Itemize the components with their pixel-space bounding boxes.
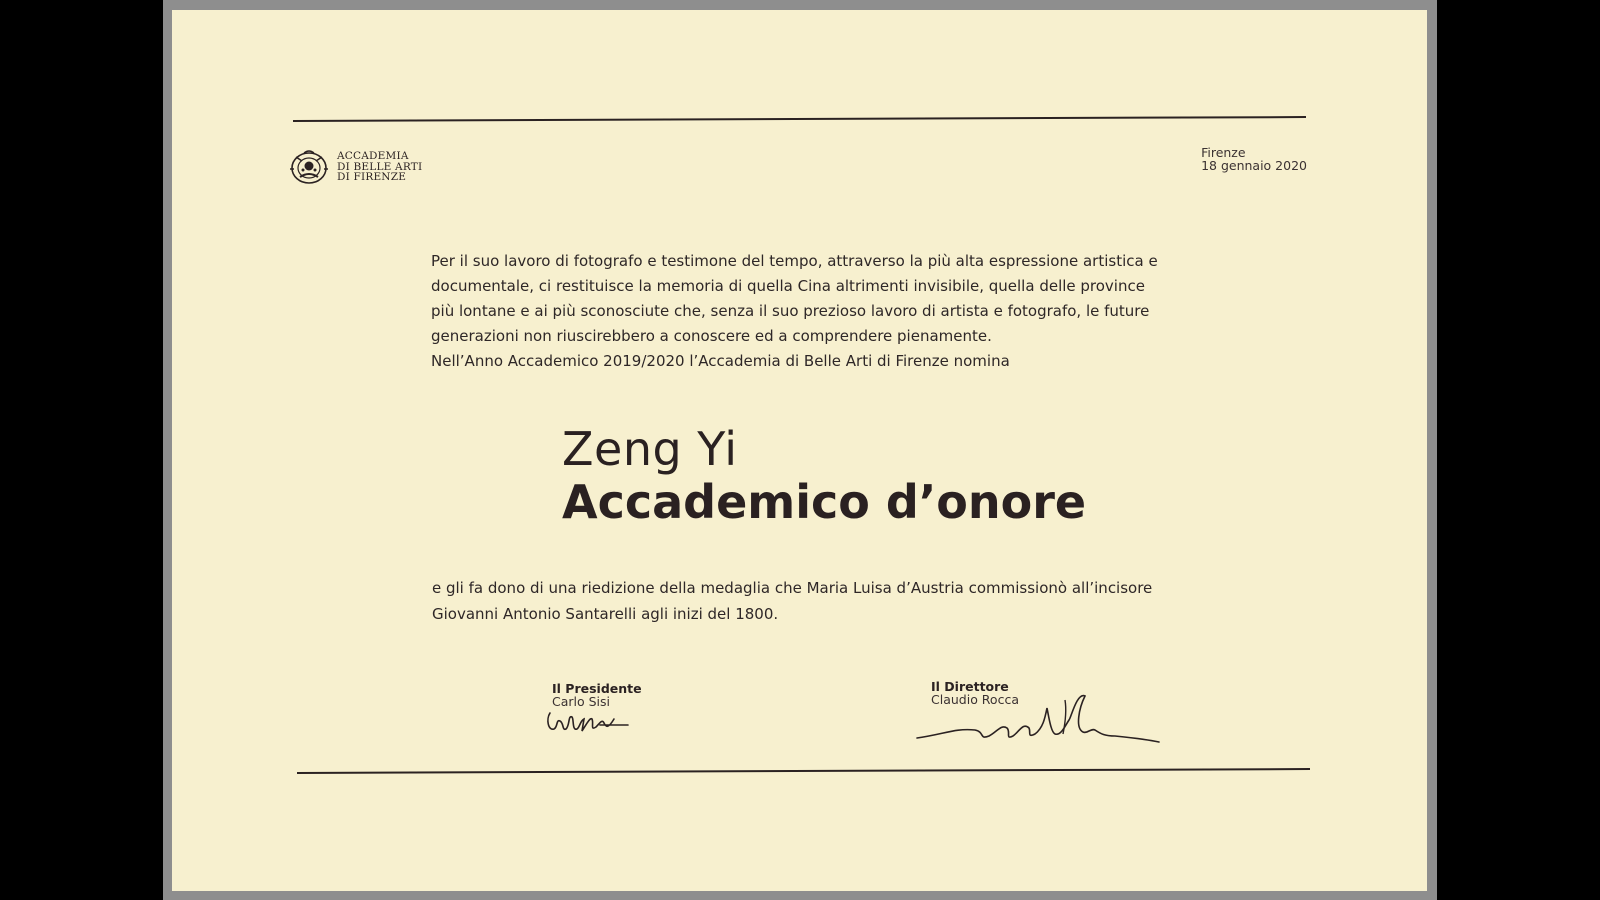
citation-text bbox=[431, 249, 1211, 374]
president-name: Carlo Sisi bbox=[552, 694, 611, 709]
director-signature-block bbox=[931, 680, 1019, 706]
citation-line: Per il suo lavoro di fotografo e testimone del tempo, attraverso la più alta espressione artistica e bbox=[431, 252, 1158, 270]
honoree-block bbox=[562, 422, 1086, 528]
institution-name-line: ACCADEMIA bbox=[337, 150, 409, 163]
date: 18 gennaio 2020 bbox=[1201, 158, 1307, 173]
honoree-name: Zeng Yi bbox=[562, 422, 738, 476]
citation-line: documentale, ci restituisce la memoria di quella Cina altrimenti invisibile, quella delle province bbox=[431, 277, 1145, 295]
closing-line: e gli fa dono di una riedizione della medaglia che Maria Luisa d’Austria commissionò all’incisore bbox=[432, 579, 1153, 597]
bottom-rule bbox=[297, 768, 1310, 774]
place: Firenze bbox=[1201, 145, 1246, 160]
institution-logo bbox=[286, 147, 422, 187]
certificate-page bbox=[172, 10, 1427, 891]
institution-name-line: DI BELLE ARTI bbox=[337, 160, 423, 173]
institution-name-line: DI FIRENZE bbox=[337, 171, 407, 184]
president-signature bbox=[544, 705, 634, 739]
president-role: Il Presidente bbox=[552, 681, 642, 696]
director-name: Claudio Rocca bbox=[931, 692, 1019, 707]
institution-name bbox=[337, 151, 422, 183]
honorary-title: Accademico d’onore bbox=[562, 475, 1087, 529]
accademia-crest-icon bbox=[286, 147, 332, 187]
director-role: Il Direttore bbox=[931, 679, 1009, 694]
citation-line: Nell’Anno Accademico 2019/2020 l’Accademia di Belle Arti di Firenze nomina bbox=[431, 352, 1010, 370]
citation-line: più lontane e ai più sconosciute che, senza il suo prezioso lavoro di artista e fotografo, le future bbox=[431, 302, 1150, 320]
place-and-date bbox=[1201, 146, 1307, 172]
top-rule bbox=[293, 116, 1306, 122]
closing-text bbox=[432, 575, 1222, 627]
director-signature bbox=[915, 688, 1165, 748]
president-signature-block bbox=[552, 682, 642, 708]
citation-line: generazioni non riuscirebbero a conoscere ed a comprendere pienamente. bbox=[431, 327, 992, 345]
closing-line: Giovanni Antonio Santarelli agli inizi del 1800. bbox=[432, 605, 779, 623]
